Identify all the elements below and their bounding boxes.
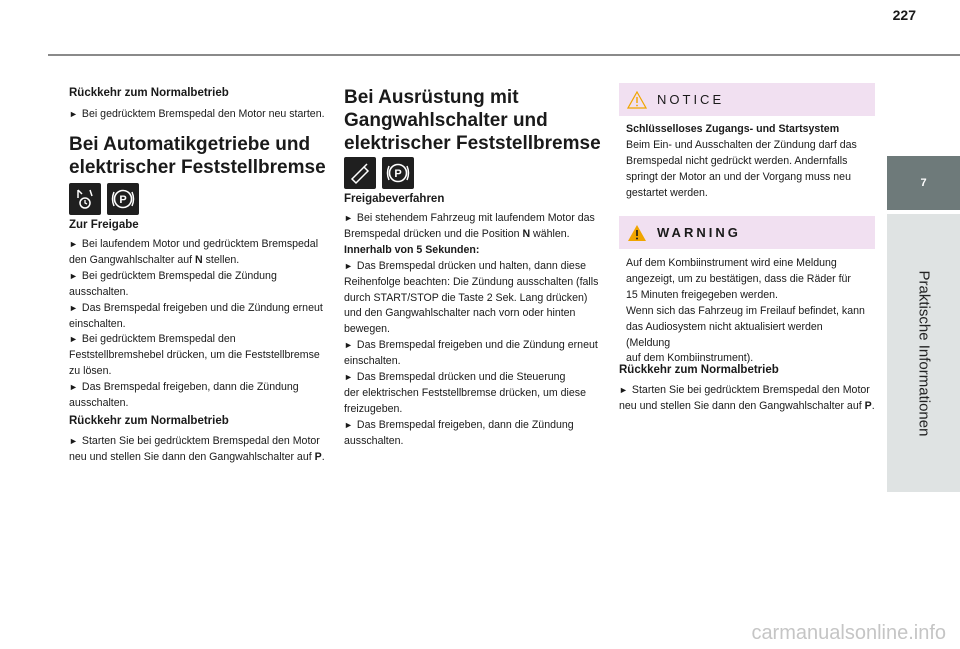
footer-watermark[interactable]: carmanualsonline.info <box>751 622 946 644</box>
notice-title: NOTICE <box>657 92 725 107</box>
heading-return-normal-3: Rückkehr zum Normalbetrieb <box>619 364 779 376</box>
notice-box <box>619 83 875 202</box>
heading-release: Zur Freigabe <box>69 219 139 231</box>
notice-header <box>619 83 875 116</box>
chapter-label-wrap <box>887 214 960 492</box>
icon-row <box>69 183 139 215</box>
heading-return-normal: Rückkehr zum Normalbetrieb <box>69 87 229 99</box>
gear-selector-icon <box>344 157 376 189</box>
heading-procedure: Freigabeverfahren <box>344 193 445 205</box>
warning-body: Auf dem Kombiinstrument wird eine Meldung angezeigt, um zu bestätigen, dass die Räder für 15 Minuten freigegeben werden. Wenn sich das Fahrzeug im Freilauf befindet, kann das Audiosystem nicht aktualisiert werden (Meldung auf dem Kombiinstrument). <box>626 257 865 365</box>
notice-body: Schlüsselloses Zugangs- und Startsystem Beim Ein- und Ausschalten der Zündung darf das Bremspedal nicht gedrückt werden. Andernfalls springt der Motor an und der Vorgang muss neu gestartet werden. <box>626 123 857 199</box>
icon-row-2 <box>344 157 414 189</box>
chapter-label: Praktische Informationen <box>915 270 933 436</box>
gear-selector-icon <box>69 183 101 215</box>
warning-triangle-icon <box>627 224 647 242</box>
parking-brake-icon <box>382 157 414 189</box>
svg-text:P: P <box>119 194 127 206</box>
return-steps-2: ► Starten Sie bei gedrücktem Bremspedal den Motor neu und stellen Sie dann den Gangwahlschalter auf P. <box>69 435 325 463</box>
procedure-steps: ► Bei stehendem Fahrzeug mit laufendem Motor das Bremspedal drücken und die Position N wählen. Innerhalb von 5 Sekunden: ► Das Bremspedal drücken und halten, dann diese Reihenfolge beachten: Die Zündung ausschalten (falls durch START/STOP die Taste 2 Sek. Lang drücken) und den Gangwahlschalter nach vorn oder hinten bewegen. ► Das Bremspedal freigeben und die Zündung erneut einschalten. ► Das Bremspedal drücken und die Steuerung der elektrischen Feststellbremse drücken, um diese freizugeben. ► Das Bremspedal freigeben, dann die Zündung ausschalten. <box>344 212 599 447</box>
svg-text:P: P <box>394 168 402 180</box>
top-divider <box>48 54 960 56</box>
bullet-arrow-icon: ► <box>69 109 78 119</box>
return-steps-3: ► Starten Sie bei gedrücktem Bremspedal den Motor neu und stellen Sie dann den Gangwahlschalter auf P. <box>619 384 875 412</box>
warning-box <box>619 216 875 367</box>
parking-brake-icon <box>107 183 139 215</box>
return-step: ► Bei gedrücktem Bremspedal den Motor neu starten. <box>69 108 325 120</box>
chapter-tab[interactable]: 7 <box>887 156 960 210</box>
section-title-selector: Bei Ausrüstung mit Gangwahlschalter und elektrischer Feststellbremse <box>344 87 601 154</box>
warning-header <box>619 216 875 249</box>
section-title-automatic: Bei Automatikgetriebe und elektrischer Feststellbremse <box>69 134 326 178</box>
release-steps: ► Bei laufendem Motor und gedrücktem Bremspedal den Gangwahlschalter auf N stellen. ► Bei gedrücktem Bremspedal die Zündung ausschalten. ► Das Bremspedal freigeben und die Zündung erneut einschalten. ► Bei gedrücktem Bremspedal den Feststellbremshebel drücken, um die Feststellbremse zu lösen. ► Das Bremspedal freigeben, dann die Zündung ausschalten. <box>69 238 323 410</box>
notice-triangle-icon <box>627 91 647 109</box>
page-number: 227 <box>892 7 916 23</box>
warning-title: WARNING <box>657 225 741 240</box>
heading-return-normal-2: Rückkehr zum Normalbetrieb <box>69 415 229 427</box>
